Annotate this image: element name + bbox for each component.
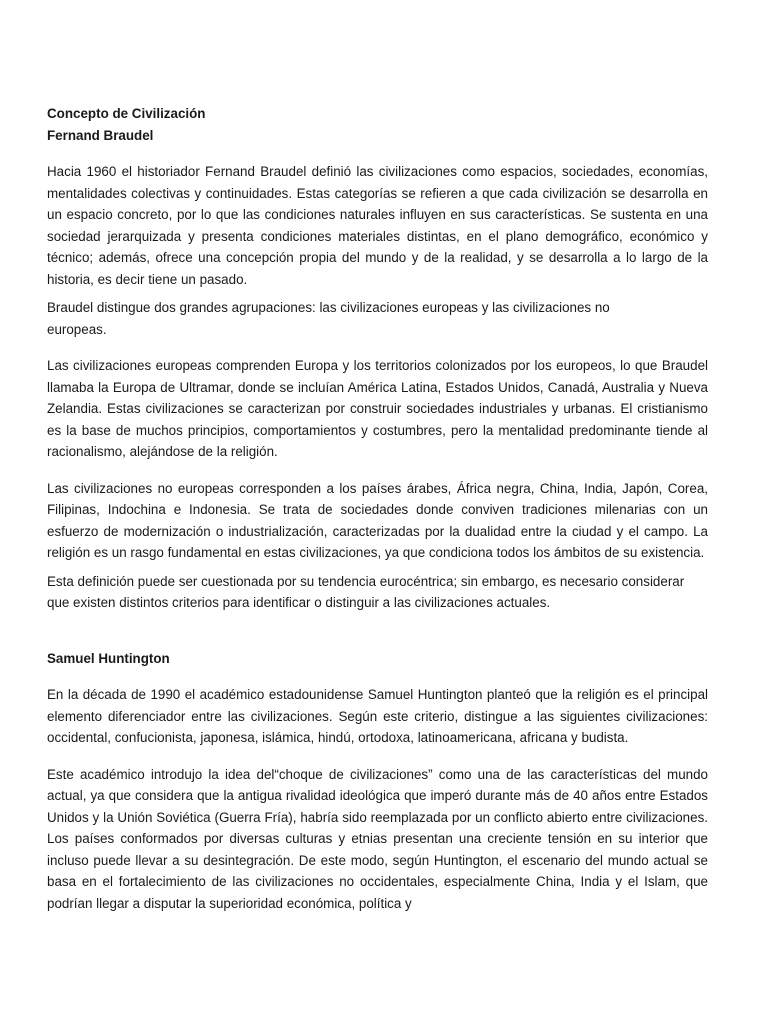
paragraph-clash-of-civilizations: Este académico introdujo la idea del“choque de civilizaciones” como una de las características del mundo actual, ya que considera que la antigua rivalidad ideológica que imperó durante más de 40 años entre Estados Unidos y la Unión Soviética (Guerra Fría), habría sido reemplazada por un conflicto abierto entre civilizaciones. Los países conformados por diversas culturas y etnias presentan una creciente tensión en su interior que incluso puede llevar a su desintegración. De este modo, según Huntington, el escenario del mundo actual se basa en el fortalecimiento de las civilizaciones no occidentales, especialmente China, India y el Islam, que podrían llegar a disputar la superioridad económica, política y <box>47 766 708 911</box>
document-title: Concepto de Civilización <box>47 106 206 121</box>
document-page <box>47 103 708 914</box>
paragraph-eurocentric-critique: Esta definición puede ser cuestionada por su tendencia eurocéntrica; sin embargo, es necesario considerar que existen distintos criterios para identificar o distinguir a las civilizaciones actuales. <box>47 573 685 610</box>
author-heading: Fernand Braudel <box>47 127 154 143</box>
paragraph-non-european-civilizations: Las civilizaciones no europeas corresponden a los países árabes, África negra, China, India, Japón, Corea, Filipinas, Indochina e Indonesia. Se trata de sociedades donde conviven tradiciones milenarias con un esfuerzo de modernización o industrialización, caracterizadas por la dualidad entre la ciudad y el campo. La religión es un rasgo fundamental en estas civilizaciones, ya que condiciona todos los ámbitos de su existencia. <box>47 480 708 560</box>
paragraph-braudel-definition: Hacia 1960 el historiador Fernand Braudel definió las civilizaciones como espacios, sociedades, economías, mentalidades colectivas y continuidades. Estas categorías se refieren a que cada civilización se desarrolla en un espacio concreto, por lo que las condiciones naturales influyen en sus características. Se sustenta en una sociedad jerarquizada y presenta condiciones materiales distintas, en el plano demográfico, económico y técnico; además, ofrece una concepción propia del mundo y de la realidad, y se desarrolla a lo largo de la historia, es decir tiene un pasado. <box>47 164 708 287</box>
paragraph-huntington-religion: En la década de 1990 el académico estadounidense Samuel Huntington planteó que la religión es el principal elemento diferenciador entre las civilizaciones. Según este criterio, distingue a las siguientes civilizaciones: occidental, confucionista, japonesa, islámica, hindú, ortodoxa, latinoamericana, africana y budista. <box>47 687 708 745</box>
section-heading-huntington: Samuel Huntington <box>47 650 170 666</box>
paragraph-braudel-groupings: Braudel distingue dos grandes agrupaciones: las civilizaciones europeas y las civilizaciones no europeas. <box>47 300 610 337</box>
paragraph-european-civilizations: Las civilizaciones europeas comprenden Europa y los territorios colonizados por los europeos, lo que Braudel llamaba la Europa de Ultramar, donde se incluían América Latina, Estados Unidos, Canadá, Australia y Nueva Zelandia. Estas civilizaciones se caracterizan por construir sociedades industriales y urbanas. El cristianismo es la base de muchos principios, comportamientos y costumbres, pero la mentalidad predominante tiende al racionalismo, alejándose de la religión. <box>47 358 708 459</box>
